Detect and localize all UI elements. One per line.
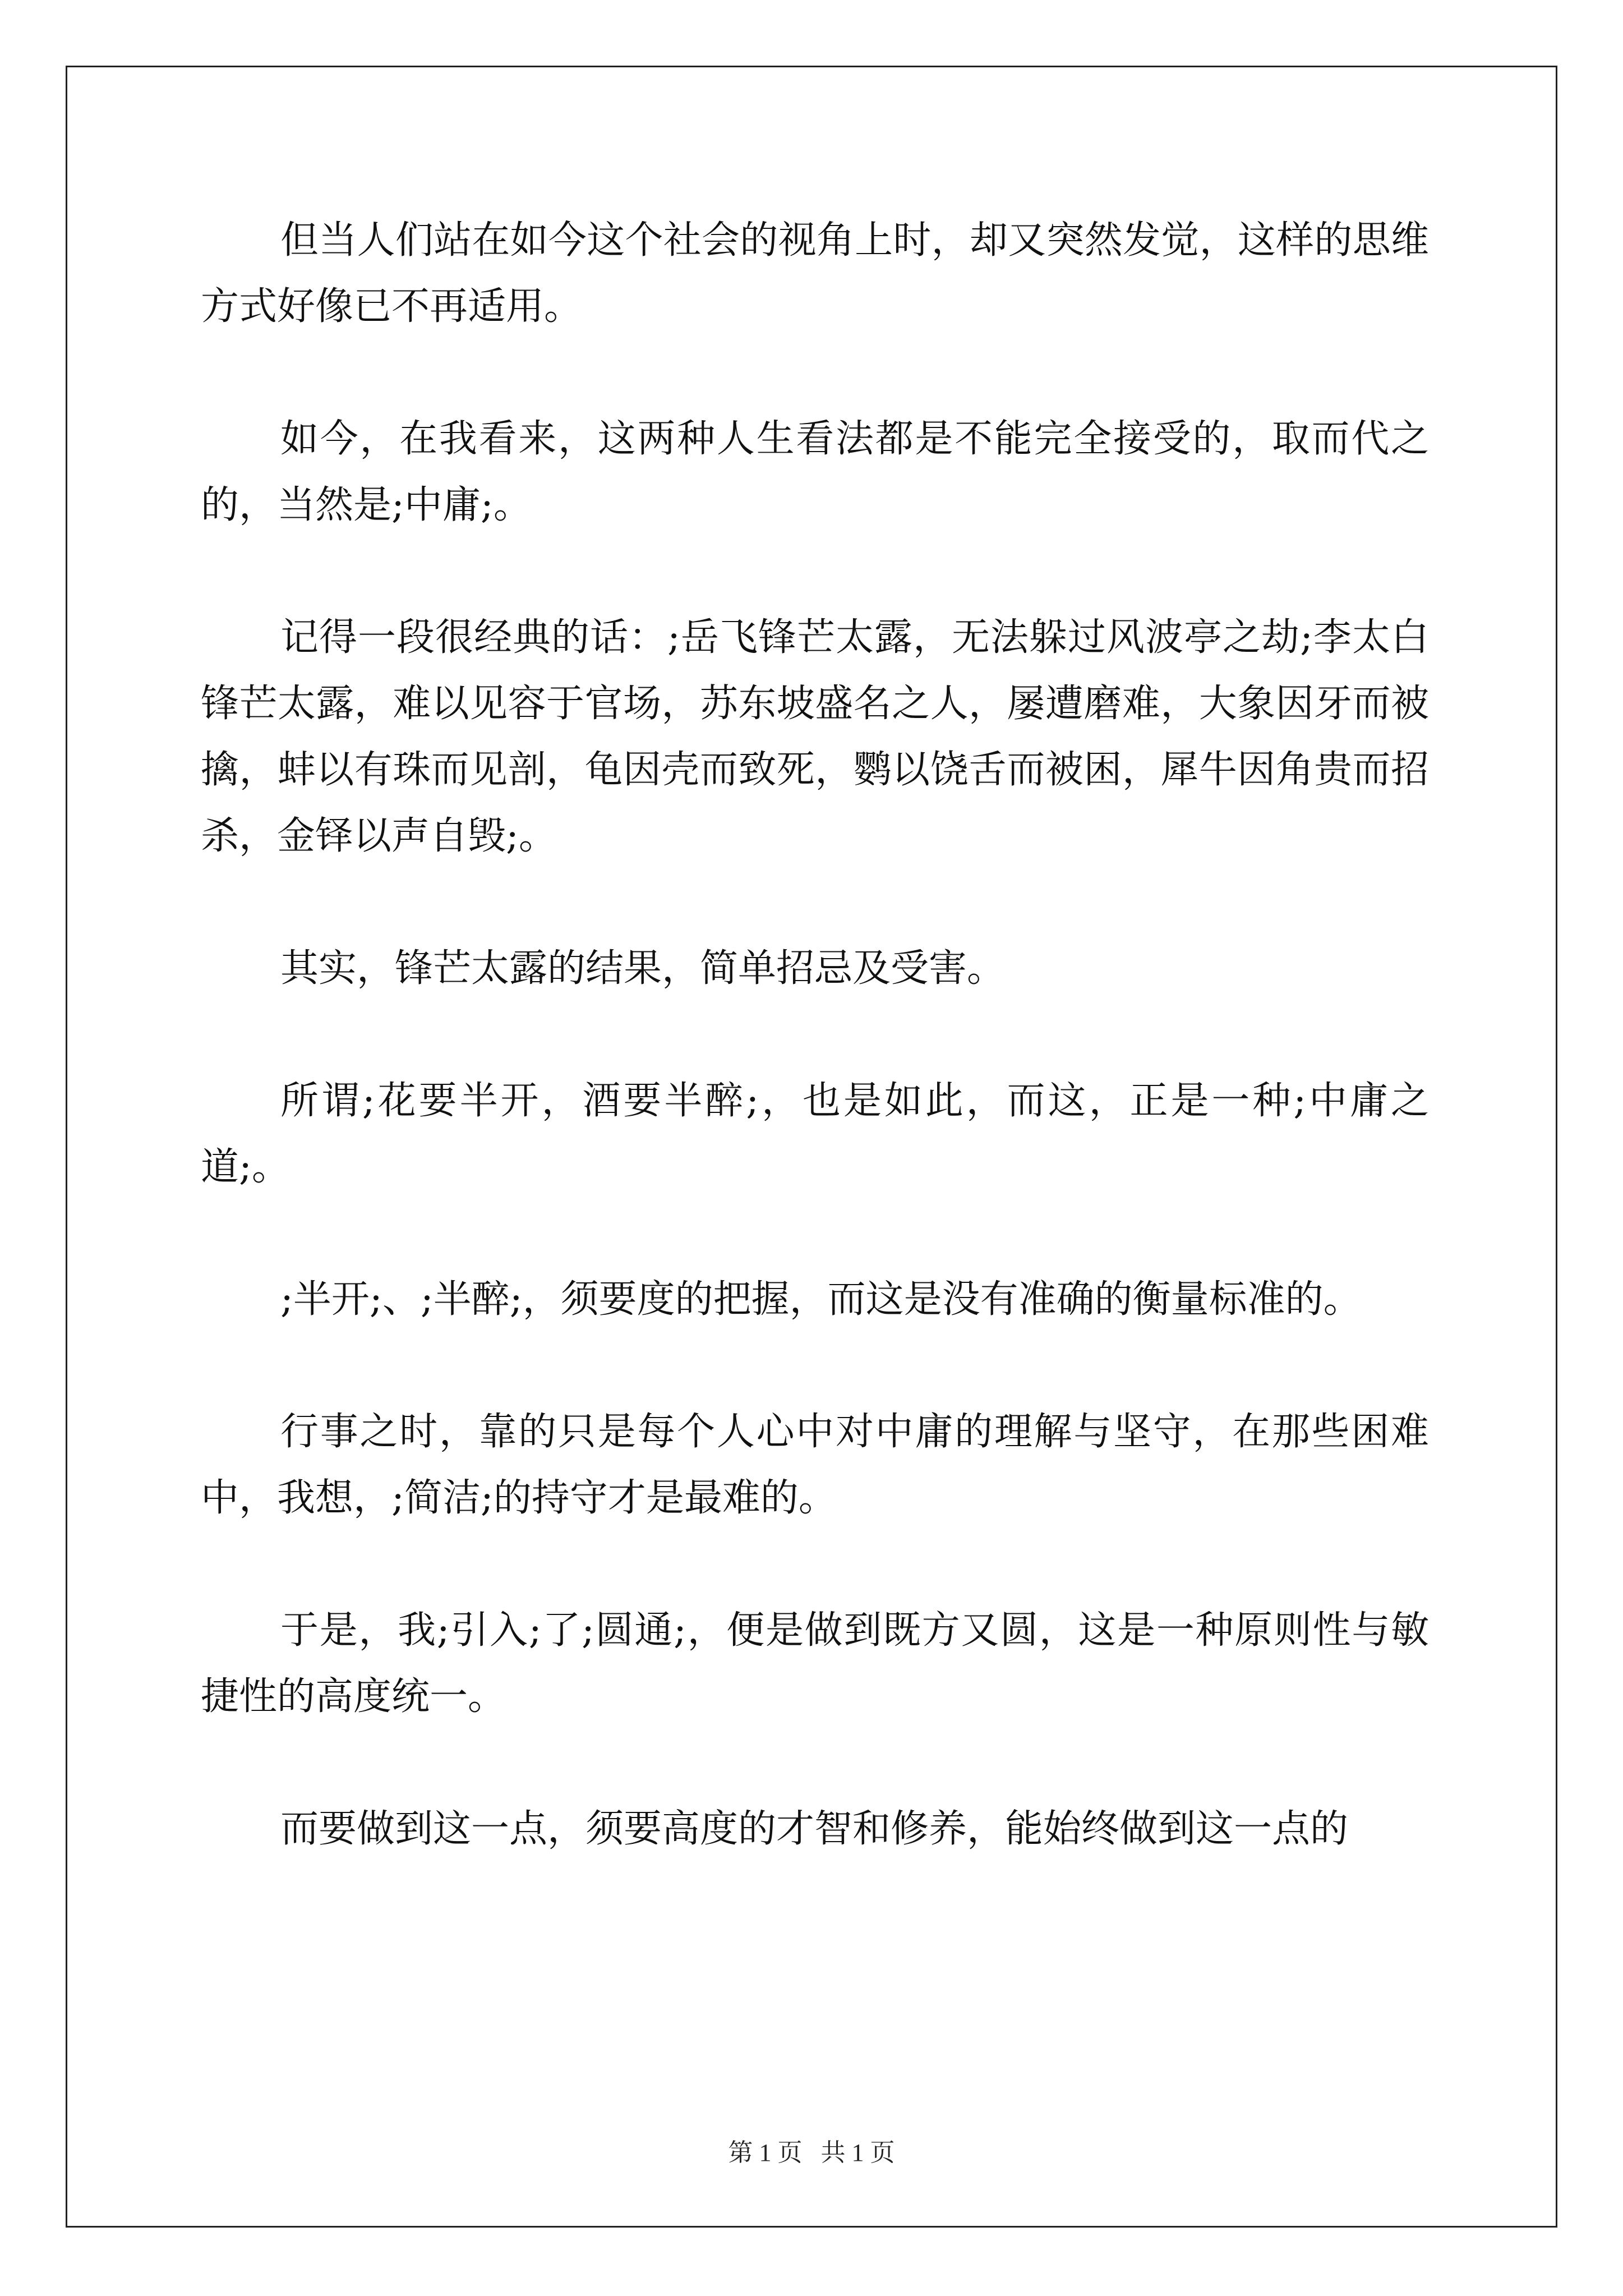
document-body — [201, 208, 1429, 1862]
page-number-footer: 第 1 页 共 1 页 — [728, 2139, 895, 2166]
paragraph: 行事之时，靠的只是每个人心中对中庸的理解与坚守，在那些困难中，我想，;简洁;的持守才是最难的。 — [201, 1410, 1429, 1520]
paragraph: 而要做到这一点，须要高度的才智和修养，能始终做到这一点的 — [280, 1807, 1349, 1851]
paragraph: 于是，我;引入;了;圆通;，便是做到既方又圆，这是一种原则性与敏捷性的高度统一。 — [201, 1608, 1429, 1719]
paragraph: 但当人们站在如今这个社会的视角上时，却又突然发觉，这样的思维方式好像已不再适用。 — [201, 218, 1429, 329]
paragraph: 记得一段很经典的话：;岳飞锋芒太露，无法躲过风波亭之劫;李太白锋芒太露，难以见容于官场，苏东坡盛名之人，屡遭磨难，大象因牙而被擒，蚌以有珠而见剖，龟因壳而致死，鹦以饶舌而被困，犀牛因角贵而招杀，金铎以声自毁;。 — [201, 615, 1429, 858]
paragraph: 其实，锋芒太露的结果，简单招忌及受害。 — [280, 946, 1006, 991]
paragraph: ;半开;、;半醉;，须要度的把握，而这是没有准确的衡量标准的。 — [280, 1277, 1362, 1322]
paragraph: 如今，在我看来，这两种人生看法都是不能完全接受的，取而代之的，当然是;中庸;。 — [201, 417, 1429, 527]
paragraph: 所谓;花要半开，酒要半醉;，也是如此，而这，正是一种;中庸之道;。 — [201, 1079, 1429, 1189]
